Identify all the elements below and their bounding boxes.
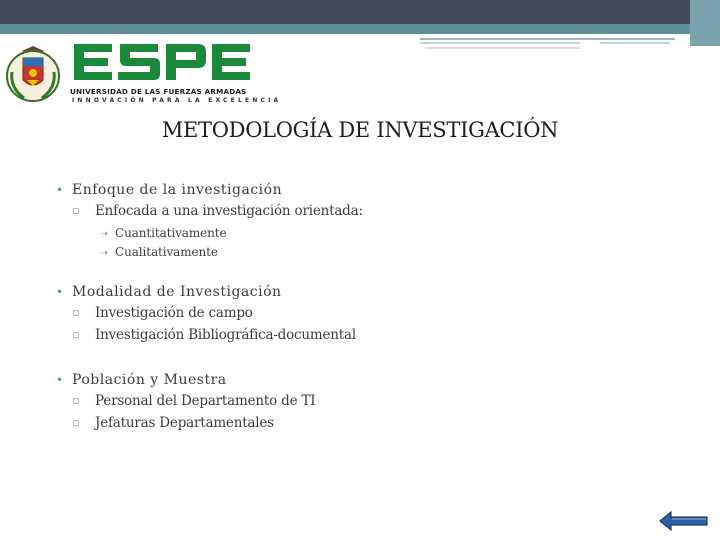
square-bullet-icon: ▫ bbox=[72, 328, 80, 341]
decorative-line bbox=[600, 42, 670, 44]
decorative-line bbox=[420, 38, 675, 40]
section-heading-text: Población y Muestra bbox=[72, 372, 227, 388]
back-arrow-icon[interactable] bbox=[659, 511, 709, 531]
sub-list-item-text: Cualitativamente bbox=[115, 245, 218, 259]
list-item bbox=[56, 390, 656, 412]
section-heading-text: Modalidad de Investigación bbox=[72, 284, 282, 300]
bullet-icon: • bbox=[56, 373, 64, 387]
bullet-icon: • bbox=[56, 183, 64, 197]
list-item bbox=[56, 412, 656, 434]
university-seal-icon bbox=[4, 42, 62, 102]
list-item-text: Enfocada a una investigación orientada: bbox=[95, 203, 363, 219]
university-name: UNIVERSIDAD DE LAS FUERZAS ARMADAS bbox=[70, 87, 247, 96]
list-item-text: Jefaturas Departamentales bbox=[95, 415, 274, 431]
espe-wordmark bbox=[70, 40, 252, 84]
section-enfoque bbox=[56, 180, 656, 262]
sub-list-item-text: Cuantitativamente bbox=[115, 226, 227, 240]
list-item-text: Investigación de campo bbox=[95, 305, 253, 321]
decorative-line bbox=[425, 47, 580, 49]
list-item bbox=[56, 302, 656, 324]
section-modalidad bbox=[56, 282, 656, 346]
back-button[interactable] bbox=[659, 511, 709, 531]
section-heading bbox=[56, 180, 656, 200]
top-accent-band bbox=[0, 24, 720, 34]
arrow-bullet-icon: ➝ bbox=[99, 227, 109, 240]
section-heading bbox=[56, 282, 656, 302]
section-heading bbox=[56, 370, 656, 390]
square-bullet-icon: ▫ bbox=[72, 416, 80, 429]
section-heading-text: Enfoque de la investigación bbox=[72, 182, 283, 198]
list-item bbox=[56, 324, 656, 346]
espe-logo bbox=[0, 40, 282, 106]
corner-accent-block bbox=[690, 0, 720, 46]
university-tagline: INNOVACIÓN PARA LA EXCELENCIA bbox=[72, 97, 282, 104]
arrow-bullet-icon: ➝ bbox=[99, 246, 109, 259]
sub-list-item bbox=[56, 243, 656, 262]
list-item-text: Personal del Departamento de TI bbox=[95, 393, 316, 409]
slide-content bbox=[56, 180, 656, 450]
list-item bbox=[56, 200, 656, 222]
sub-list-item bbox=[56, 224, 656, 243]
slide-title: METODOLOGÍA DE INVESTIGACIÓN bbox=[161, 118, 559, 142]
section-poblacion bbox=[56, 370, 656, 434]
square-bullet-icon: ▫ bbox=[72, 394, 80, 407]
list-item-text: Investigación Bibliográfica-documental bbox=[95, 327, 356, 343]
bullet-icon: • bbox=[56, 285, 64, 299]
square-bullet-icon: ▫ bbox=[72, 306, 80, 319]
top-decorative-bar bbox=[0, 0, 720, 24]
square-bullet-icon: ▫ bbox=[72, 204, 80, 217]
decorative-line bbox=[420, 42, 580, 44]
